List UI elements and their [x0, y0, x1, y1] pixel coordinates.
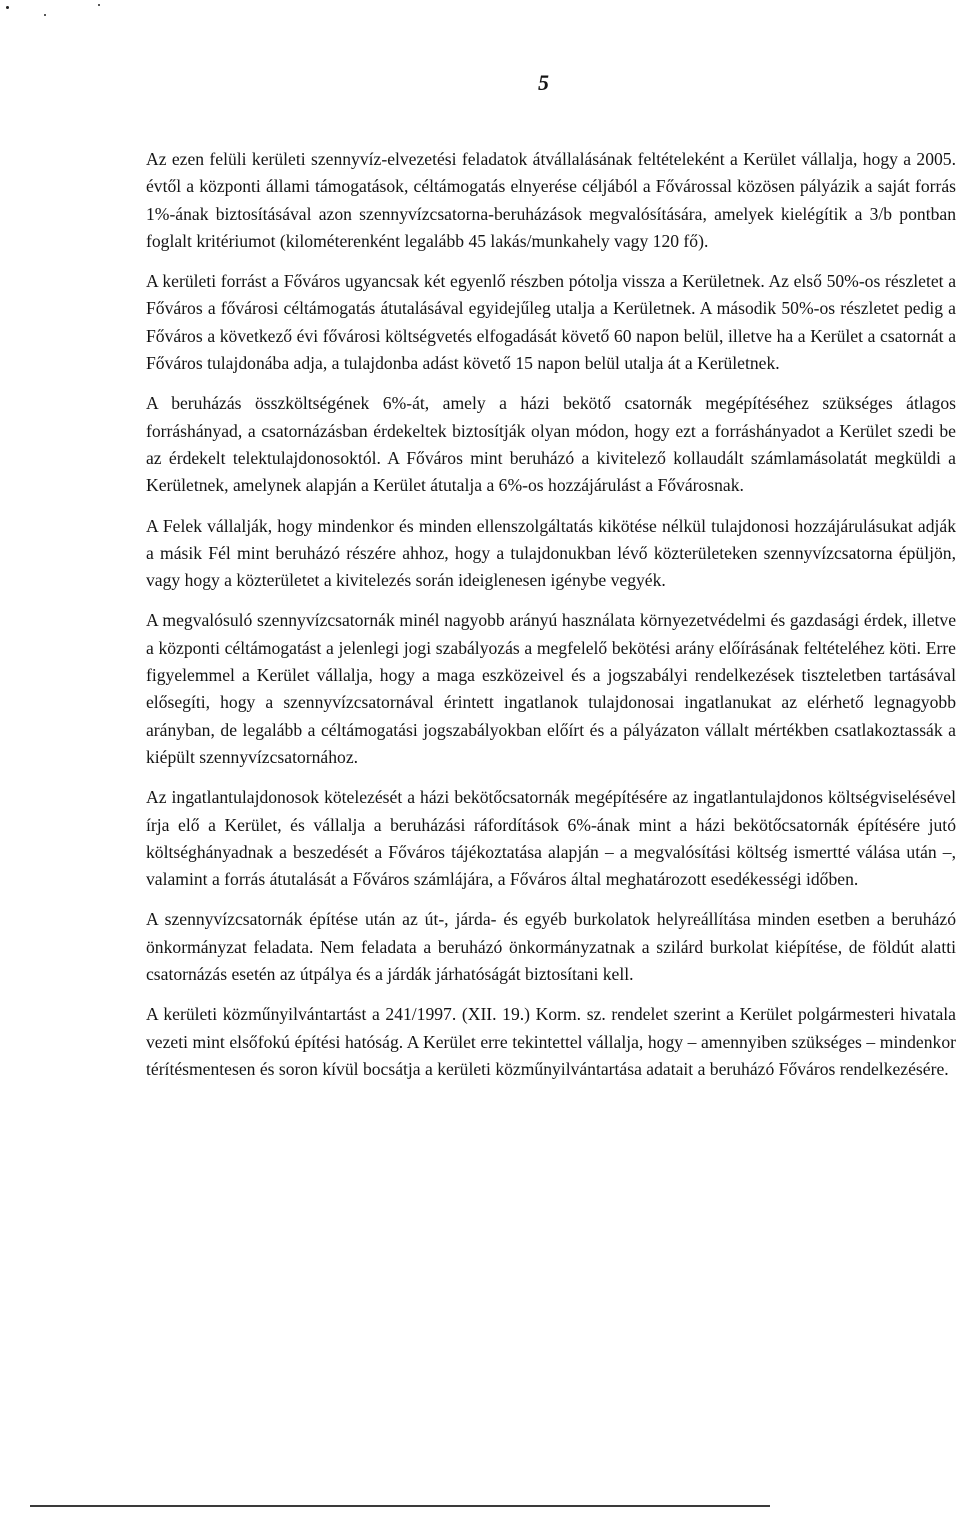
paragraph-2: A kerületi forrást a Főváros ugyancsak két egyenlő részben pótolja vissza a Kerületnek. Az első 50%-os részletet a Főváros a fővárosi céltámogatás átutalásával egyidejűleg utalja a Kerületnek. A második 50%-os részletet pedig a Főváros a következő évi fővárosi költségvetés elfogadását követő 60 napon belül, illetve ha a Kerület a csatornát a Főváros tulajdonába adja, a tulajdonba adást követő 15 napon belül utalja át a Kerületnek.: [146, 271, 956, 374]
paragraph-5: A megvalósuló szennyvízcsatornák minél nagyobb arányú használata környezetvédelmi és gazdasági érdek, illetve a központi céltámogatást a jelenlegi jogi szabályozás a megfelelő bekötési arány előírásának feltételéhez köti. Erre figyelemmel a Kerület vállalja, hogy a maga eszközeivel és a jogszabályi rendelkezések tiszteletben tartásával elősegíti, hogy a szennyvízcsatornával érintett ingatlanok tulajdonosai ingatlanukat az elérhető legnagyobb arányban, de legalább a céltámogatási jogszabályokban előírt és a pályázaton vállalt mértékben csatlakoztassák a kiépült szennyvízcsatornához.: [146, 610, 956, 767]
paragraph-6: Az ingatlantulajdonosok kötelezését a házi bekötőcsatornák megépítésére az ingatlantulajdonos költségviselésével írja elő a Kerület, és vállalja a beruházási ráfordítások 6%-ának mint a házi bekötőcsatornák építésére jutó költséghányadnak a beszedését a Főváros tájékoztatása alapján – a megvalósítási költség ismertté válása után –, valamint a forrás átutalását a Főváros számlájára, a Főváros által meghatározott esedékességi időben.: [146, 787, 956, 890]
page-number: 5: [538, 70, 549, 95]
scan-speck: [6, 6, 9, 9]
paragraph-8: A kerületi közműnyilvántartást a 241/1997. (XII. 19.) Korm. sz. rendelet szerint a Kerület polgármesteri hivatala vezeti mint elsőfokú építési hatóság. A Kerület erre tekintettel vállalja, hogy – amennyiben szükséges – mindenkor térítésmentesen és soron kívül bocsátja a kerületi közműnyilvántartása adatait a beruházó Főváros rendelkezésére.: [146, 1004, 956, 1079]
scan-bottom-edge: [30, 1505, 770, 1507]
paragraph-7: A szennyvízcsatornák építése után az út-, járda- és egyéb burkolatok helyreállítása minden esetben a beruházó önkormányzat feladata. Nem feladata a beruházó önkormányzatnak a szilárd burkolat kiépítése, de földút alatti csatornázás esetén az útpálya és a járdák járhatóságát biztosítani kell.: [146, 909, 956, 985]
scan-speck: [44, 14, 46, 16]
scan-speck: [98, 4, 100, 6]
paragraph-1: Az ezen felüli kerületi szennyvíz-elvezetési feladatok átvállalásának feltételeként a Kerület vállalja, hogy a 2005. évtől a központi állami támogatások, céltámogatás elnyerése céljából a Fővárossal közösen pályázik a saját forrás 1%-ának biztosításával azon szennyvízcsatorna-beruházások megvalósítására, amelyek kielégítik a 3/b pontban foglalt kritériumot (kilométerenként legalább 45 lakás/munkahely vagy 120 fő).: [146, 149, 956, 251]
paragraph-4: A Felek vállalják, hogy mindenkor és minden ellenszolgáltatás kikötése nélkül tulajdonosi hozzájárulásukat adják a másik Fél mint beruházó részére ahhoz, hogy a tulajdonukban lévő közterületeken szennyvízcsatorna épüljön, vagy hogy a közterületet a kivitelezés során ideiglenesen igénybe vegyék.: [146, 515, 956, 591]
paragraph-3: A beruházás összköltségének 6%-át, amely a házi bekötő csatornák megépítéséhez szükséges átlagos forráshányad, a csatornázásban érdekeltek biztosítják olyan módon, hogy ezt a forráshányadot a Kerület szedi be az érdekelt telektulajdonosoktól. A Főváros mint beruházó a kivitelező kollaudált számlamásolatát megküldi a Kerületnek, amelynek alapján a Kerület átutalja a 6%-os hozzájárulást a Fővárosnak.: [146, 393, 956, 496]
body-text: [146, 146, 956, 1096]
